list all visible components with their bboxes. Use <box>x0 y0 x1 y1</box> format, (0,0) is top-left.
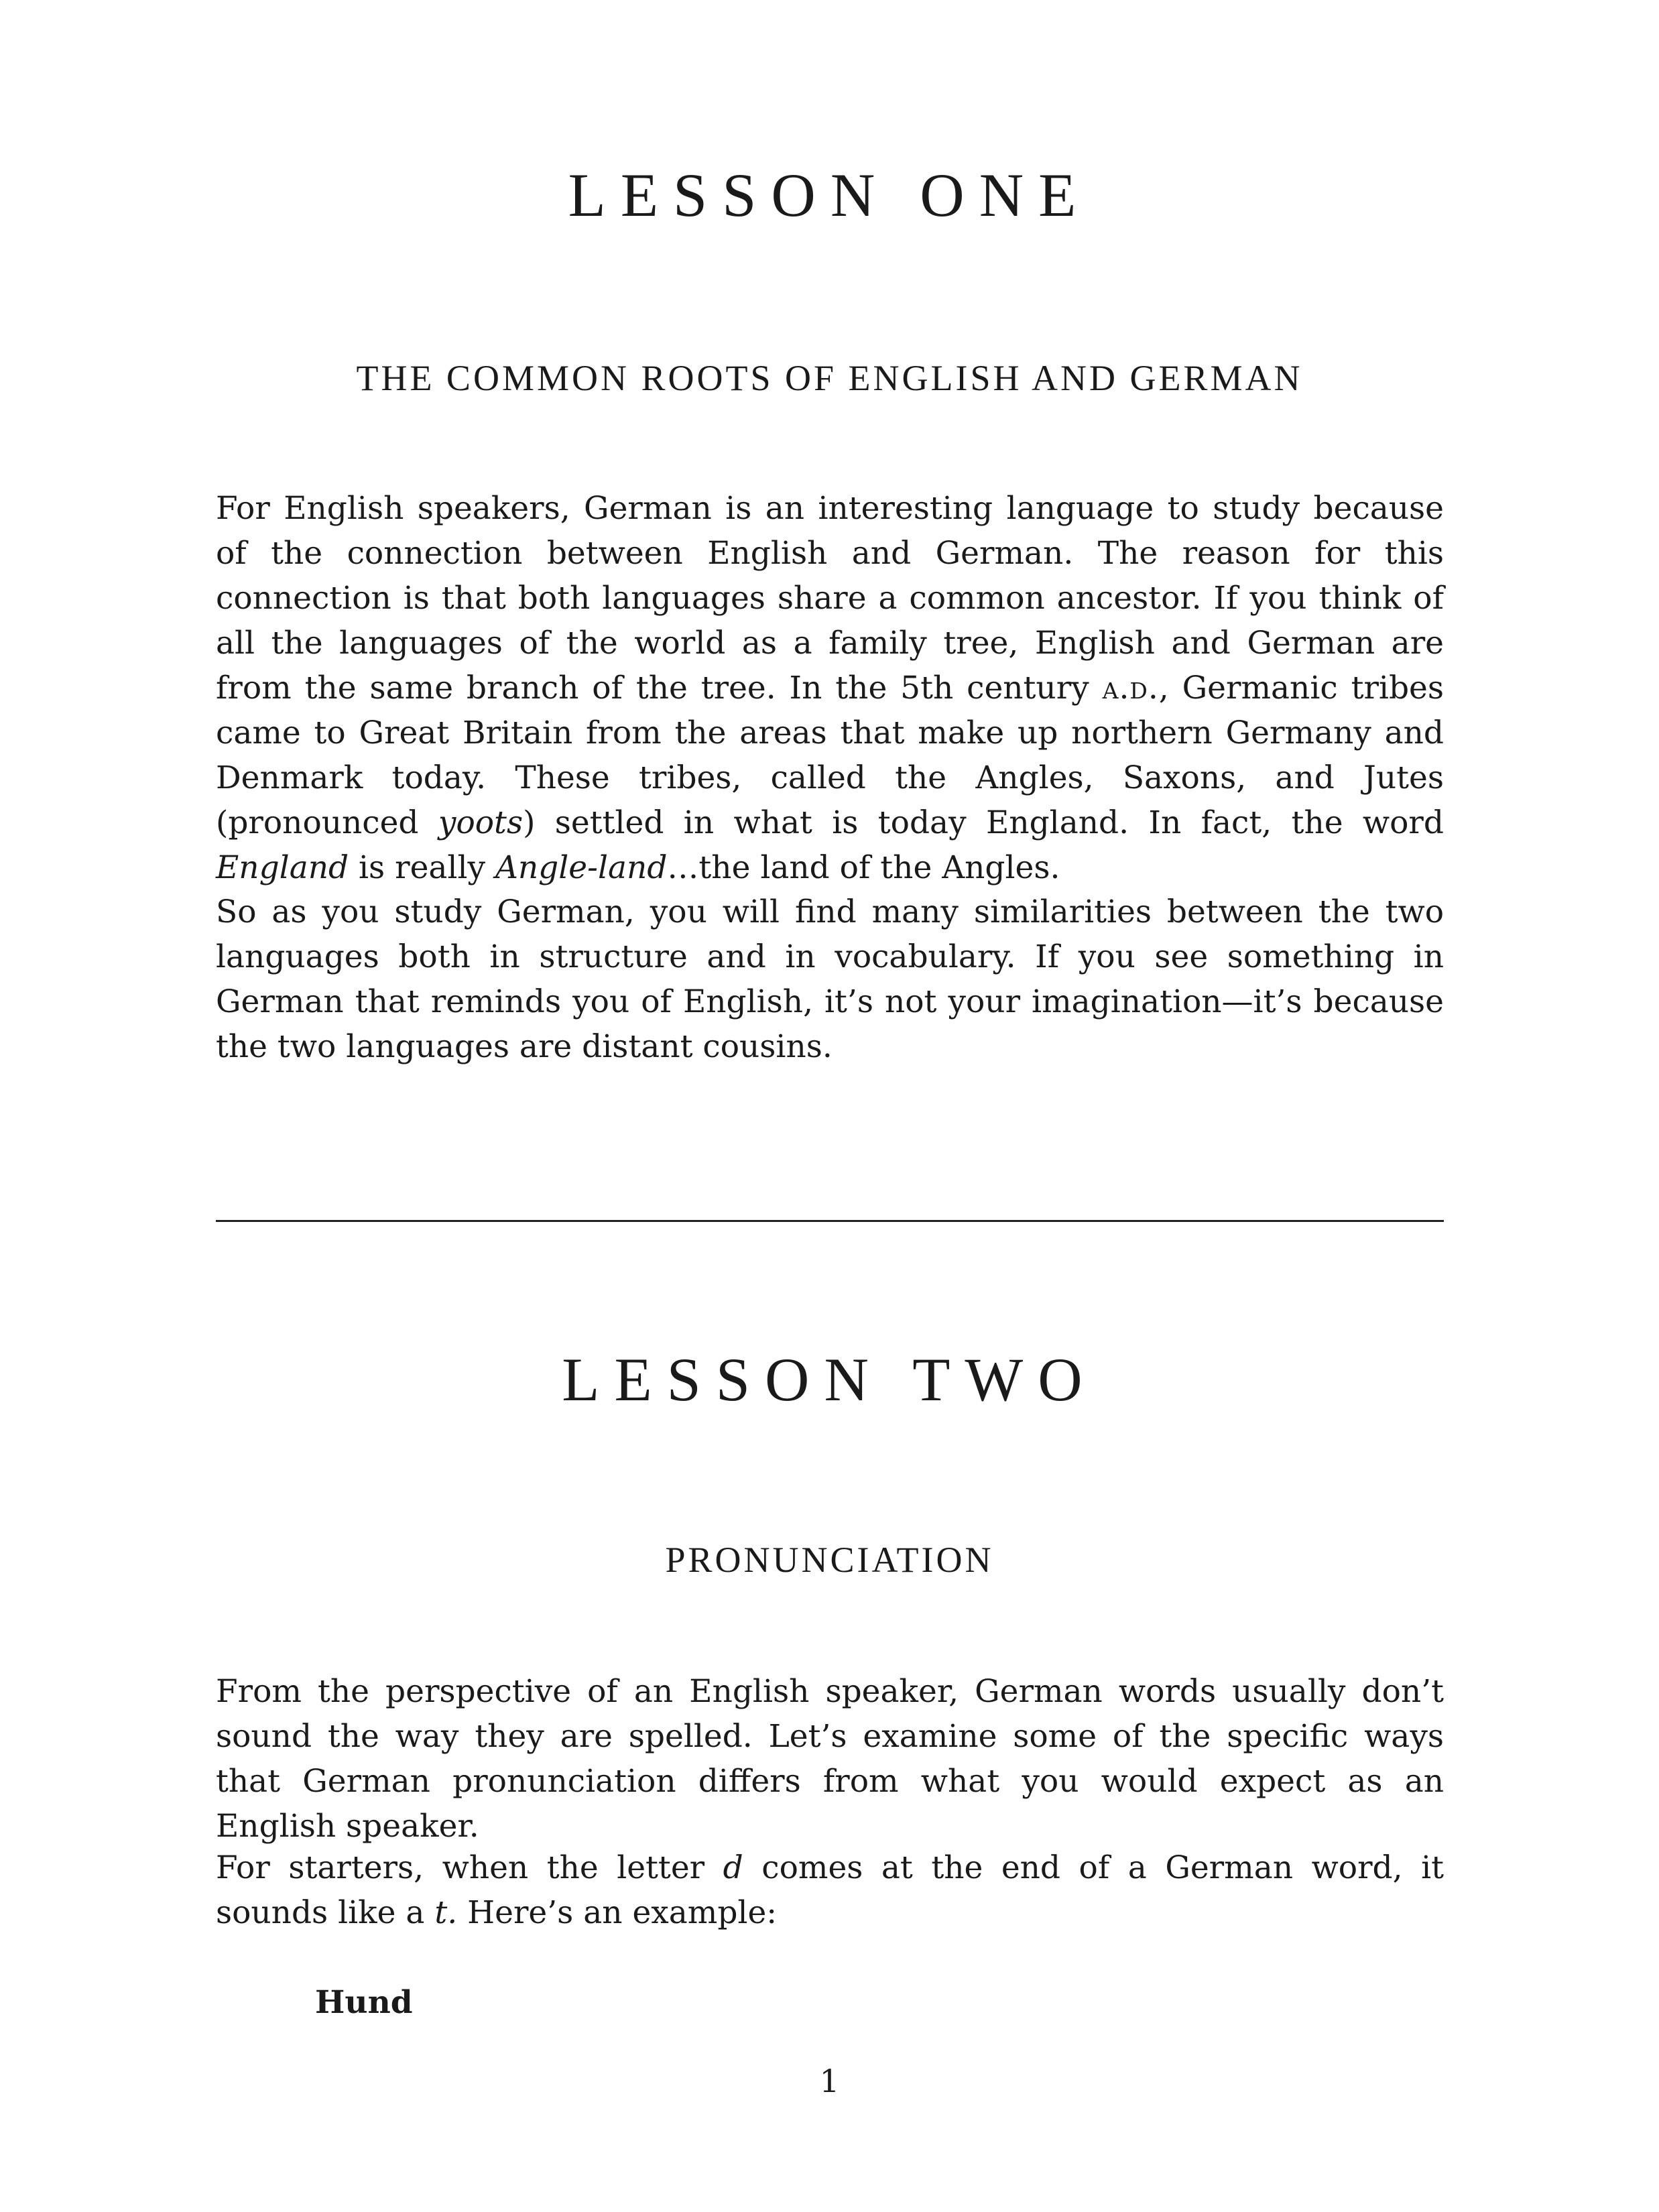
italic-yoots: yoots <box>438 804 524 841</box>
italic-angle-land: Angle-land <box>495 849 668 886</box>
text-run: For English speakers, German is an interesting language to study because of the connection between English and German. The reason for this connection is that both languages share a common ancestor. If you think of all the languages of the world as a family tree, English and German are from the same branch of the tree. In the 5th century <box>216 490 1444 706</box>
lesson-one-subtitle: THE COMMON ROOTS OF ENGLISH AND GERMAN <box>356 358 1303 398</box>
italic-letter-d: d <box>723 1849 743 1886</box>
text-run: For starters, when the letter <box>216 1849 723 1886</box>
text-run: comes at the end of a German word, it sounds like a <box>216 1849 1445 1931</box>
text-run: is really <box>349 849 495 886</box>
text-run: Here’s an example: <box>457 1894 778 1931</box>
lesson-one-title: LESSON ONE <box>568 161 1091 229</box>
italic-england: England <box>216 849 349 886</box>
lesson-one-paragraph-2: So as you study German, you will find many similarities between the two languages both in structure and in vocabulary. If you see something in German that reminds you of English, it’s not your imagination—it’s because the two languages are distant cousins. <box>216 894 1444 1065</box>
page-number: 1 <box>819 2063 840 2100</box>
italic-letter-t: t. <box>434 1894 458 1931</box>
lesson-two-paragraph-1: From the perspective of an English speaker, German words usually don’t sound the way they are spelled. Let’s examine some of the specific ways that German pronunciation differs from what you would expect as an English speaker. <box>216 1673 1444 1845</box>
text-run: …the land of the Angles. <box>667 849 1060 886</box>
lesson-two-subtitle: PRONUNCIATION <box>665 1540 994 1580</box>
lesson-two-paragraph-2 <box>216 1845 1444 1935</box>
lesson-one-paragraph-1 <box>216 486 1444 890</box>
section-divider <box>216 1220 1444 1222</box>
text-run: ) settled in what is today England. In fact, the word <box>523 804 1444 841</box>
text-run: , Germanic tribes came to Great Britain from the areas that make up northern Germany and Denmark today. These tribes, called the Angles, Saxons, and Jutes (pronounced <box>216 670 1444 841</box>
ad-abbreviation: a.d. <box>1102 670 1159 706</box>
example-word: Hund <box>315 1984 413 2021</box>
lesson-two-title: LESSON TWO <box>562 1345 1097 1414</box>
